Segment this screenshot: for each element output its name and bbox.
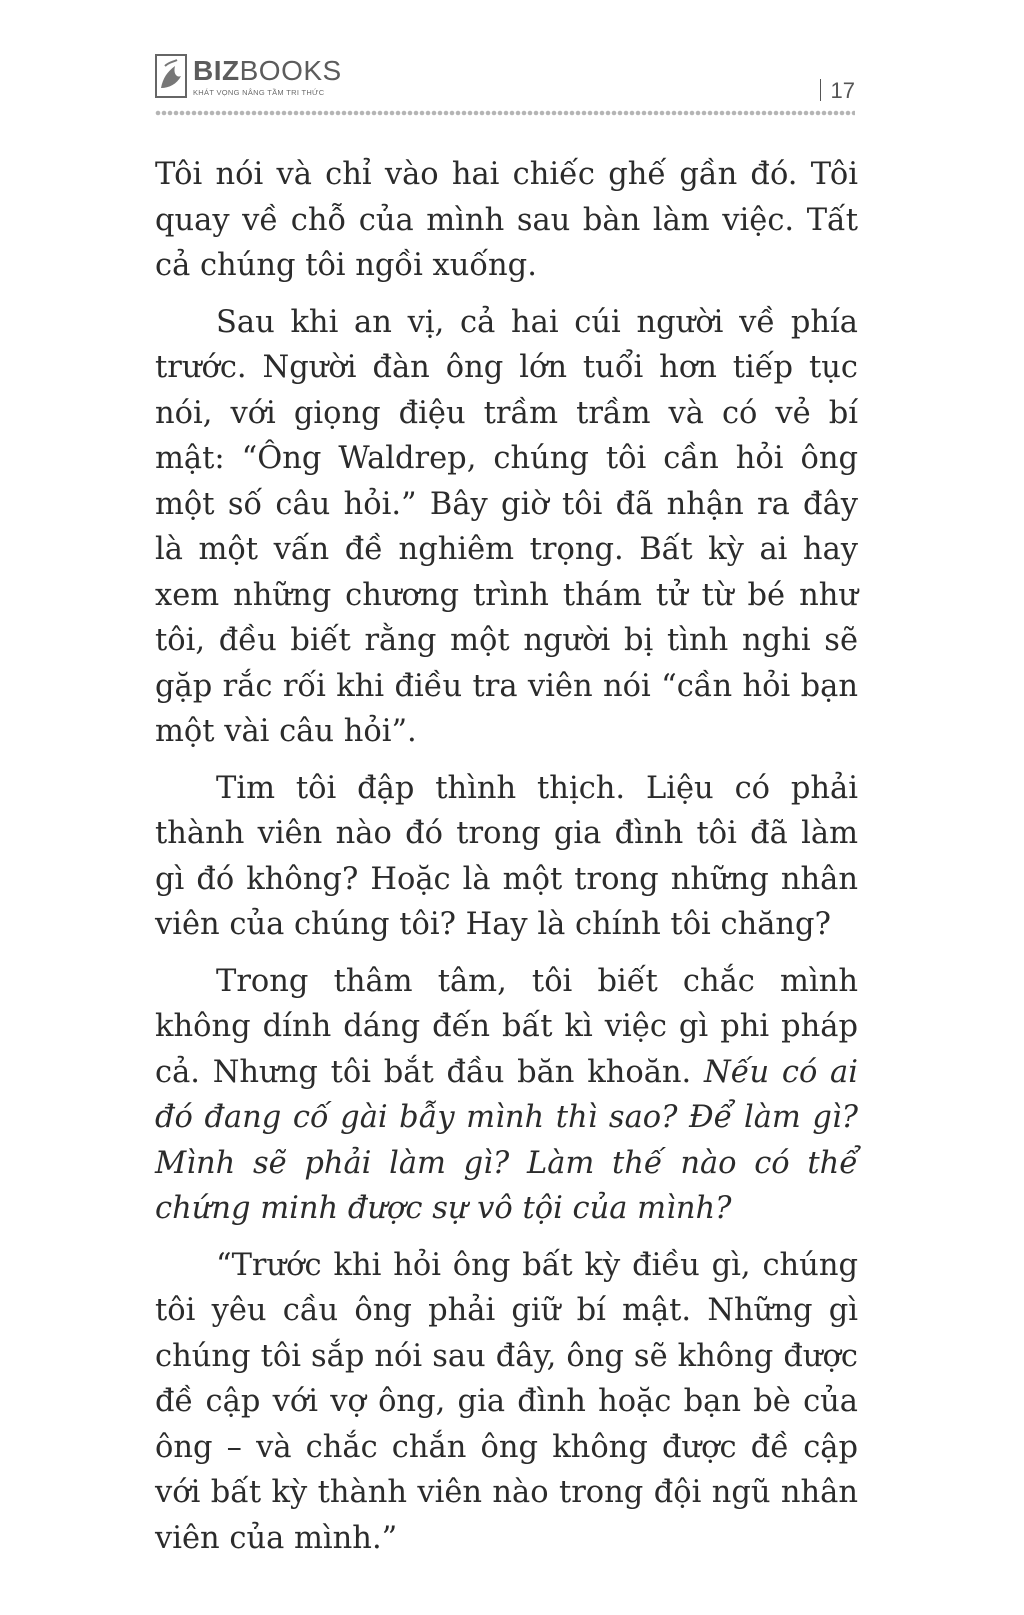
page-header [155, 54, 855, 114]
page-body [155, 152, 858, 1572]
bizbooks-logo-icon [155, 54, 187, 98]
paragraph-5: “Trước khi hỏi ông bất kỳ điều gì, chúng tôi yêu cầu ông phải giữ bí mật. Những gì chúng tôi sắp nói sau đây, ông sẽ không được đề cập với vợ ông, gia đình hoặc bạn bè của ông – và chắc chắn ông không được đề cập với bất kỳ thành viên nào trong đội ngũ nhân viên của mình.” [155, 1247, 858, 1556]
page-number-separator [820, 79, 821, 101]
brand-name: BIZBOOKS [193, 55, 342, 86]
paragraph-2: Sau khi an vị, cả hai cúi người về phía trước. Người đàn ông lớn tuổi hơn tiếp tục nói, với giọng điệu trầm trầm và có vẻ bí mật: “Ông Waldrep, chúng tôi cần hỏi ông một số câu hỏi.” Bây giờ tôi đã nhận ra đây là một vấn đề nghiêm trọng. Bất kỳ ai hay xem những chương trình thám tử từ bé như tôi, đều biết rằng một người bị tình nghi sẽ gặp rắc rối khi điều tra viên nói “cần hỏi bạn một vài câu hỏi”. [155, 304, 858, 749]
page-number: 17 [820, 78, 855, 104]
paragraph-4: Trong thâm tâm, tôi biết chắc mình không dính dáng đến bất kì việc gì phi pháp cả. Nhưng tôi bắt đầu băn khoăn. Nếu có ai đó đang cố gài bẫy mình thì sao? Để làm gì? Mình sẽ phải làm gì? Làm thế nào có thể chứng minh được sự vô tội của mình? [155, 963, 859, 1226]
header-divider [155, 110, 855, 116]
brand-tagline: KHÁT VỌNG NÂNG TẦM TRI THỨC [193, 88, 325, 97]
paragraph-3: Tim tôi đập thình thịch. Liệu có phải thành viên nào đó trong gia đình tôi đã làm gì đó không? Hoặc là một trong những nhân viên của chúng tôi? Hay là chính tôi chăng? [155, 770, 858, 942]
paragraph-4-italic: Nếu có ai đó đang cố gài bẫy mình thì sao? Để làm gì? Mình sẽ phải làm gì? Làm thế nào có thể chứng minh được sự vô tội của mình? [155, 1054, 859, 1226]
publisher-logo [155, 54, 342, 104]
paragraph-1: Tôi nói và chỉ vào hai chiếc ghế gần đó. Tôi quay về chỗ của mình sau bàn làm việc. Tất cả chúng tôi ngồi xuống. [155, 157, 858, 283]
